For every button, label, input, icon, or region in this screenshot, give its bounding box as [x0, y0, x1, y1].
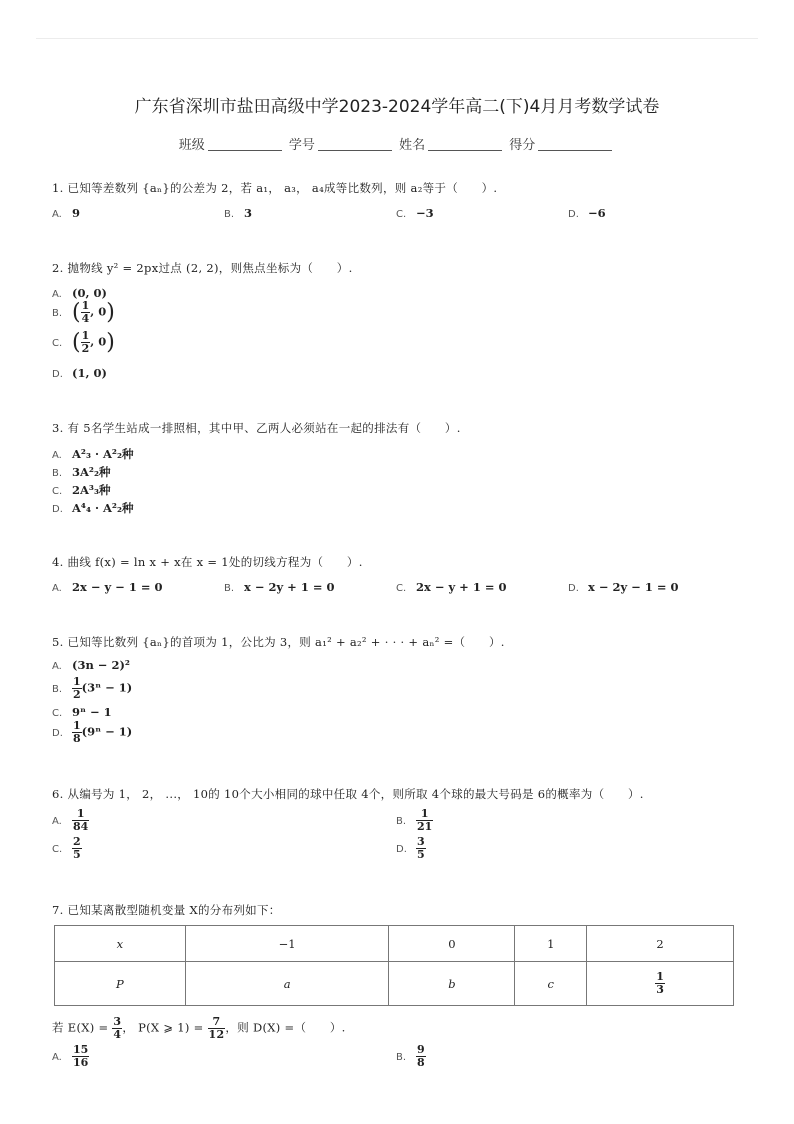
q7-option-b[interactable]: B. $\frac{9}{8}$ [396, 1043, 425, 1069]
question-7-condition: 若 E(X) = $\frac{3}{4}$ ， P(X ⩾ 1) = $\frac{7}{12}$ ，则 D(X) =（ ）. [52, 1015, 346, 1041]
q2-option-c[interactable]: C. ( $\frac{1}{2}$ , 0) [52, 329, 115, 355]
q5-b-fraction: $\frac{1}{2}$ [73, 675, 81, 701]
table-cell: c [515, 962, 587, 1006]
table-cell [587, 962, 734, 1006]
q3-option-d[interactable]: D. A⁴₄ · A²₂种 [52, 501, 134, 515]
q5-option-b[interactable]: B. $\frac{1}{2}$ (3ⁿ − 1) [52, 675, 133, 701]
q1-option-b[interactable]: B. 3 [224, 206, 253, 220]
q2-option-d[interactable]: D. (1, 0) [52, 366, 107, 380]
q7-a-fraction: $\frac{15}{16}$ [73, 1043, 89, 1069]
number-label: 学号 [288, 138, 315, 153]
q6-option-b[interactable]: B. $\frac{1}{21}$ [396, 807, 433, 833]
table-cell: 1 [515, 926, 587, 962]
class-blank[interactable] [208, 138, 282, 151]
q6-a-fraction: $\frac{1}{84}$ [73, 807, 89, 833]
q5-option-c[interactable]: C. 9ⁿ − 1 [52, 705, 112, 719]
q4-option-c[interactable]: C. 2x − y + 1 = 0 [396, 580, 507, 594]
q7-b-fraction: $\frac{9}{8}$ [417, 1043, 425, 1069]
q6-option-c[interactable]: C. $\frac{2}{5}$ [52, 835, 81, 861]
question-5-stem: 5. 已知等比数列 {aₙ}的首项为 1，公比为 3，则 a₁² + a₂² + · · · + aₙ² =（ ）. [52, 635, 505, 649]
table-cell: 0 [389, 926, 515, 962]
header-divider [36, 38, 758, 39]
e-fraction: $\frac{3}{4}$ [113, 1015, 122, 1041]
question-7-stem: 7. 已知某离散型随机变量 X的分布列如下： [52, 903, 281, 917]
question-1-stem: 1. 已知等差数列 {aₙ}的公差为 2，若 a₁， a₃， a₄成等比数列，则 a₂等于（ ）. [52, 181, 498, 195]
q3-option-a[interactable]: A. A²₃ · A²₂种 [52, 447, 134, 461]
table-cell: −1 [185, 926, 389, 962]
page-title: 广东省深圳市盐田高级中学2023-2024学年高二(下)4月月考数学试卷 [134, 97, 660, 117]
q3-option-b[interactable]: B. 3A²₂种 [52, 465, 111, 479]
question-4-stem: 4. 曲线 f(x) = ln x + x在 x = 1处的切线方程为（ ）. [52, 555, 363, 569]
q6-d-fraction: $\frac{3}{5}$ [417, 835, 425, 861]
table-cell: 2 [587, 926, 734, 962]
q3-option-c[interactable]: C. 2A³₃种 [52, 483, 111, 497]
q1-option-c[interactable]: C. −3 [396, 206, 434, 220]
p-fraction: $\frac{7}{12}$ [208, 1015, 225, 1041]
q5-option-a[interactable]: A. (3n − 2)² [52, 658, 130, 672]
q1-option-d[interactable]: D. −6 [568, 206, 606, 220]
q4-option-d[interactable]: D. x − 2y − 1 = 0 [568, 580, 679, 594]
q6-option-a[interactable]: A. $\frac{1}{84}$ [52, 807, 89, 833]
number-blank[interactable] [318, 138, 392, 151]
score-label: 得分 [509, 138, 536, 153]
q2-option-a[interactable]: A. (0, 0) [52, 286, 107, 300]
table-cell: b [389, 962, 515, 1006]
class-label: 班级 [178, 138, 205, 153]
q4-option-b[interactable]: B. x − 2y + 1 = 0 [224, 580, 335, 594]
table-cell: P [55, 962, 186, 1006]
q6-option-d[interactable]: D. $\frac{3}{5}$ [396, 835, 425, 861]
distribution-table [54, 925, 734, 1006]
q6-c-fraction: $\frac{2}{5}$ [73, 835, 81, 861]
name-label: 姓名 [399, 138, 426, 153]
question-3-stem: 3. 有 5名学生站成一排照相，其中甲、乙两人必须站在一起的排法有（ ）. [52, 421, 461, 435]
q5-option-d[interactable]: D. $\frac{1}{8}$ (9ⁿ − 1) [52, 719, 133, 745]
student-info-line [0, 134, 794, 153]
table-row [55, 962, 734, 1006]
name-blank[interactable] [428, 138, 502, 151]
q5-d-fraction: $\frac{1}{8}$ [73, 719, 81, 745]
q7-option-a[interactable]: A. $\frac{15}{16}$ [52, 1043, 89, 1069]
question-6-stem: 6. 从编号为 1， 2， ...， 10的 10个大小相同的球中任取 4个，则所取 4个球的最大号码是 6的概率为（ ）. [52, 787, 644, 801]
q2-c-fraction: $\frac{1}{2}$ [81, 329, 90, 355]
p2-fraction: $\frac{1}{3}$ [656, 970, 664, 996]
q4-option-a[interactable]: A. 2x − y − 1 = 0 [52, 580, 163, 594]
table-cell: a [185, 962, 389, 1006]
table-row [55, 926, 734, 962]
q1-option-a[interactable]: A. 9 [52, 206, 81, 220]
q2-option-b[interactable]: B. ( $\frac{1}{4}$ , 0) [52, 299, 115, 325]
score-blank[interactable] [538, 138, 612, 151]
table-cell: x [55, 926, 186, 962]
q6-b-fraction: $\frac{1}{21}$ [417, 807, 433, 833]
q2-b-fraction: $\frac{1}{4}$ [81, 299, 90, 325]
question-2-stem: 2. 抛物线 y² = 2px过点 (2, 2)，则焦点坐标为（ ）. [52, 261, 353, 275]
